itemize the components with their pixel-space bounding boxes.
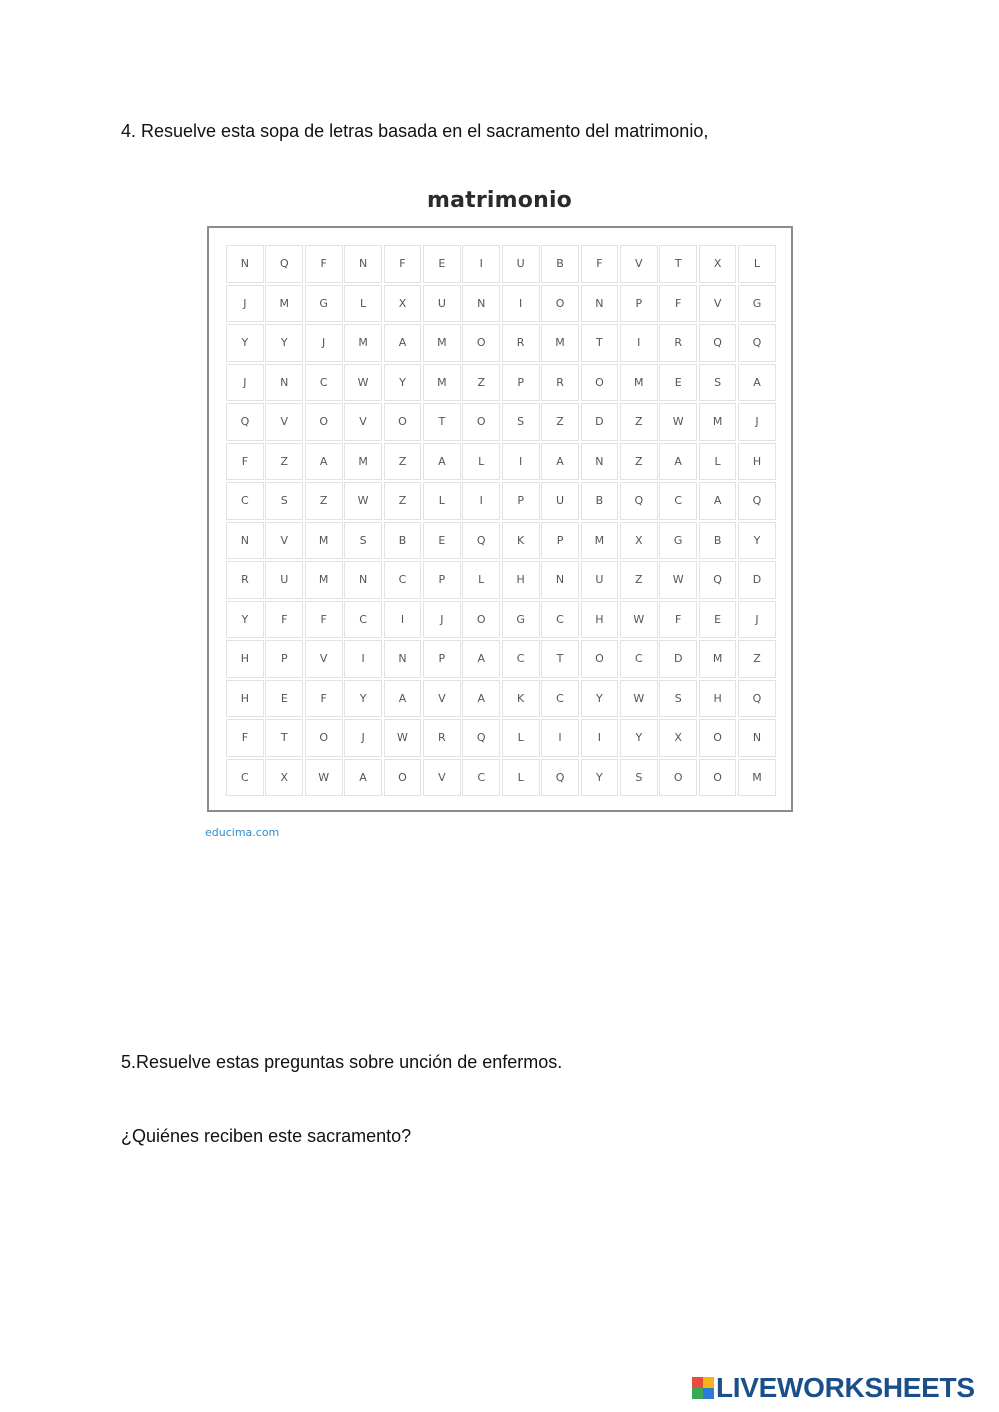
letter-cell: V: [265, 522, 303, 560]
letter-cell: A: [462, 640, 500, 678]
letter-cell: Y: [344, 680, 382, 718]
letter-cell: Q: [738, 324, 776, 362]
letter-cell: I: [462, 482, 500, 520]
letter-cell: E: [659, 364, 697, 402]
letter-cell: G: [305, 285, 343, 323]
letter-cell: J: [305, 324, 343, 362]
letter-cell: M: [541, 324, 579, 362]
letter-cell: Z: [620, 561, 658, 599]
letter-cell: V: [305, 640, 343, 678]
letter-cell: Z: [265, 443, 303, 481]
letter-cell: Z: [384, 482, 422, 520]
letter-cell: A: [699, 482, 737, 520]
letter-cell: G: [659, 522, 697, 560]
letter-cell: A: [384, 324, 422, 362]
letter-cell: C: [659, 482, 697, 520]
letter-cell: F: [384, 245, 422, 283]
letter-cell: O: [541, 285, 579, 323]
letter-cell: K: [502, 522, 540, 560]
letter-cell: B: [699, 522, 737, 560]
letter-cell: O: [699, 719, 737, 757]
letter-cell: N: [581, 443, 619, 481]
letter-cell: K: [502, 680, 540, 718]
brand-name: LIVEWORKSHEETS: [716, 1372, 975, 1403]
letter-cell: N: [462, 285, 500, 323]
letter-cell: C: [305, 364, 343, 402]
letter-cell: O: [384, 403, 422, 441]
letter-cell: A: [384, 680, 422, 718]
letter-cell: P: [423, 640, 461, 678]
letter-cell: H: [226, 640, 264, 678]
letter-cell: X: [265, 759, 303, 797]
letter-cell: H: [502, 561, 540, 599]
wordsearch-grid: [226, 245, 776, 796]
letter-cell: M: [344, 443, 382, 481]
letter-cell: W: [659, 403, 697, 441]
letter-cell: C: [541, 601, 579, 639]
letter-cell: F: [659, 285, 697, 323]
letter-cell: Z: [384, 443, 422, 481]
letter-cell: O: [462, 403, 500, 441]
letter-cell: H: [581, 601, 619, 639]
letter-cell: Y: [265, 324, 303, 362]
letter-cell: R: [541, 364, 579, 402]
letter-cell: Y: [738, 522, 776, 560]
letter-cell: R: [226, 561, 264, 599]
letter-cell: M: [344, 324, 382, 362]
letter-cell: I: [462, 245, 500, 283]
letter-cell: H: [226, 680, 264, 718]
letter-cell: A: [659, 443, 697, 481]
letter-cell: V: [423, 759, 461, 797]
letter-cell: M: [305, 561, 343, 599]
letter-cell: O: [659, 759, 697, 797]
letter-cell: N: [265, 364, 303, 402]
letter-cell: L: [502, 719, 540, 757]
letter-cell: W: [344, 482, 382, 520]
letter-cell: W: [620, 601, 658, 639]
letter-cell: G: [502, 601, 540, 639]
letter-cell: I: [541, 719, 579, 757]
letter-cell: C: [502, 640, 540, 678]
letter-cell: L: [738, 245, 776, 283]
letter-cell: M: [581, 522, 619, 560]
letter-cell: E: [423, 245, 461, 283]
letter-cell: E: [423, 522, 461, 560]
letter-cell: Z: [620, 443, 658, 481]
letter-cell: D: [581, 403, 619, 441]
letter-cell: O: [384, 759, 422, 797]
letter-cell: O: [462, 601, 500, 639]
letter-cell: F: [265, 601, 303, 639]
letter-cell: Y: [384, 364, 422, 402]
letter-cell: W: [620, 680, 658, 718]
letter-cell: Q: [738, 680, 776, 718]
letter-cell: C: [541, 680, 579, 718]
wordsearch-frame: [207, 226, 793, 812]
letter-cell: N: [541, 561, 579, 599]
letter-cell: J: [738, 403, 776, 441]
letter-cell: E: [699, 601, 737, 639]
letter-cell: J: [738, 601, 776, 639]
letter-cell: T: [659, 245, 697, 283]
letter-cell: W: [305, 759, 343, 797]
letter-cell: Q: [462, 522, 500, 560]
letter-cell: Z: [620, 403, 658, 441]
letter-cell: N: [344, 245, 382, 283]
letter-cell: F: [226, 719, 264, 757]
letter-cell: I: [581, 719, 619, 757]
letter-cell: A: [423, 443, 461, 481]
letter-cell: R: [659, 324, 697, 362]
letter-cell: P: [265, 640, 303, 678]
letter-cell: W: [344, 364, 382, 402]
letter-cell: J: [226, 364, 264, 402]
letter-cell: L: [502, 759, 540, 797]
letter-cell: M: [305, 522, 343, 560]
letter-cell: M: [423, 364, 461, 402]
letter-cell: N: [738, 719, 776, 757]
letter-cell: J: [423, 601, 461, 639]
letter-cell: Q: [265, 245, 303, 283]
letter-cell: T: [541, 640, 579, 678]
letter-cell: Q: [226, 403, 264, 441]
letter-cell: S: [265, 482, 303, 520]
letter-cell: T: [423, 403, 461, 441]
letter-cell: W: [384, 719, 422, 757]
letter-cell: N: [226, 245, 264, 283]
letter-cell: C: [226, 759, 264, 797]
letter-cell: S: [659, 680, 697, 718]
letter-cell: Y: [620, 719, 658, 757]
letter-cell: Q: [699, 561, 737, 599]
letter-cell: B: [581, 482, 619, 520]
letter-cell: A: [541, 443, 579, 481]
letter-cell: Q: [738, 482, 776, 520]
letter-cell: S: [502, 403, 540, 441]
letter-cell: Y: [581, 680, 619, 718]
letter-cell: L: [423, 482, 461, 520]
letter-cell: P: [502, 364, 540, 402]
letter-cell: S: [620, 759, 658, 797]
letter-cell: B: [541, 245, 579, 283]
letter-cell: Z: [541, 403, 579, 441]
letter-cell: L: [699, 443, 737, 481]
letter-cell: F: [305, 245, 343, 283]
letter-cell: H: [738, 443, 776, 481]
letter-cell: C: [226, 482, 264, 520]
letter-cell: L: [344, 285, 382, 323]
letter-cell: F: [305, 680, 343, 718]
letter-cell: D: [738, 561, 776, 599]
letter-cell: O: [581, 364, 619, 402]
wordsearch-title: matrimonio: [426, 188, 573, 213]
letter-cell: A: [344, 759, 382, 797]
letter-cell: P: [423, 561, 461, 599]
letter-cell: P: [620, 285, 658, 323]
letter-cell: A: [305, 443, 343, 481]
letter-cell: O: [305, 719, 343, 757]
letter-cell: B: [384, 522, 422, 560]
letter-cell: O: [305, 403, 343, 441]
letter-cell: U: [581, 561, 619, 599]
liveworksheets-logo-icon: [692, 1377, 714, 1399]
letter-cell: I: [384, 601, 422, 639]
letter-cell: R: [423, 719, 461, 757]
letter-cell: U: [541, 482, 579, 520]
letter-cell: C: [344, 601, 382, 639]
letter-cell: Y: [581, 759, 619, 797]
letter-cell: I: [620, 324, 658, 362]
letter-cell: Q: [699, 324, 737, 362]
letter-cell: X: [620, 522, 658, 560]
letter-cell: C: [620, 640, 658, 678]
letter-cell: T: [265, 719, 303, 757]
letter-cell: I: [502, 443, 540, 481]
letter-cell: Z: [305, 482, 343, 520]
letter-cell: N: [581, 285, 619, 323]
question-5: 5.Resuelve estas preguntas sobre unción de enfermos.: [121, 1052, 563, 1072]
letter-cell: X: [384, 285, 422, 323]
letter-cell: V: [265, 403, 303, 441]
letter-cell: F: [226, 443, 264, 481]
question-5a: ¿Quiénes reciben este sacramento?: [121, 1126, 412, 1146]
letter-cell: S: [699, 364, 737, 402]
letter-cell: W: [659, 561, 697, 599]
letter-cell: J: [226, 285, 264, 323]
letter-cell: L: [462, 561, 500, 599]
letter-cell: A: [738, 364, 776, 402]
letter-cell: M: [738, 759, 776, 797]
letter-cell: Z: [462, 364, 500, 402]
letter-cell: J: [344, 719, 382, 757]
letter-cell: N: [226, 522, 264, 560]
letter-cell: I: [344, 640, 382, 678]
letter-cell: U: [502, 245, 540, 283]
letter-cell: G: [738, 285, 776, 323]
question-4: 4. Resuelve esta sopa de letras basada en el sacramento del matrimonio,: [121, 121, 709, 141]
source-credit: educima.com: [205, 826, 280, 839]
letter-cell: D: [659, 640, 697, 678]
letter-cell: A: [462, 680, 500, 718]
letter-cell: X: [659, 719, 697, 757]
letter-cell: V: [344, 403, 382, 441]
letter-cell: O: [699, 759, 737, 797]
letter-cell: I: [502, 285, 540, 323]
letter-cell: P: [502, 482, 540, 520]
liveworksheets-footer: [692, 1372, 975, 1404]
letter-cell: V: [620, 245, 658, 283]
letter-cell: L: [462, 443, 500, 481]
letter-cell: E: [265, 680, 303, 718]
letter-cell: F: [581, 245, 619, 283]
letter-cell: F: [305, 601, 343, 639]
letter-cell: Q: [620, 482, 658, 520]
letter-cell: U: [423, 285, 461, 323]
letter-cell: C: [384, 561, 422, 599]
letter-cell: M: [423, 324, 461, 362]
letter-cell: Q: [462, 719, 500, 757]
letter-cell: O: [462, 324, 500, 362]
letter-cell: X: [699, 245, 737, 283]
letter-cell: U: [265, 561, 303, 599]
letter-cell: V: [699, 285, 737, 323]
letter-cell: Z: [738, 640, 776, 678]
letter-cell: F: [659, 601, 697, 639]
letter-cell: M: [699, 640, 737, 678]
letter-cell: C: [462, 759, 500, 797]
letter-cell: M: [620, 364, 658, 402]
letter-cell: R: [502, 324, 540, 362]
letter-cell: Q: [541, 759, 579, 797]
letter-cell: M: [265, 285, 303, 323]
letter-cell: Y: [226, 324, 264, 362]
letter-cell: P: [541, 522, 579, 560]
letter-cell: M: [699, 403, 737, 441]
letter-cell: N: [384, 640, 422, 678]
letter-cell: S: [344, 522, 382, 560]
letter-cell: V: [423, 680, 461, 718]
letter-cell: H: [699, 680, 737, 718]
letter-cell: N: [344, 561, 382, 599]
letter-cell: Y: [226, 601, 264, 639]
letter-cell: O: [581, 640, 619, 678]
letter-cell: T: [581, 324, 619, 362]
